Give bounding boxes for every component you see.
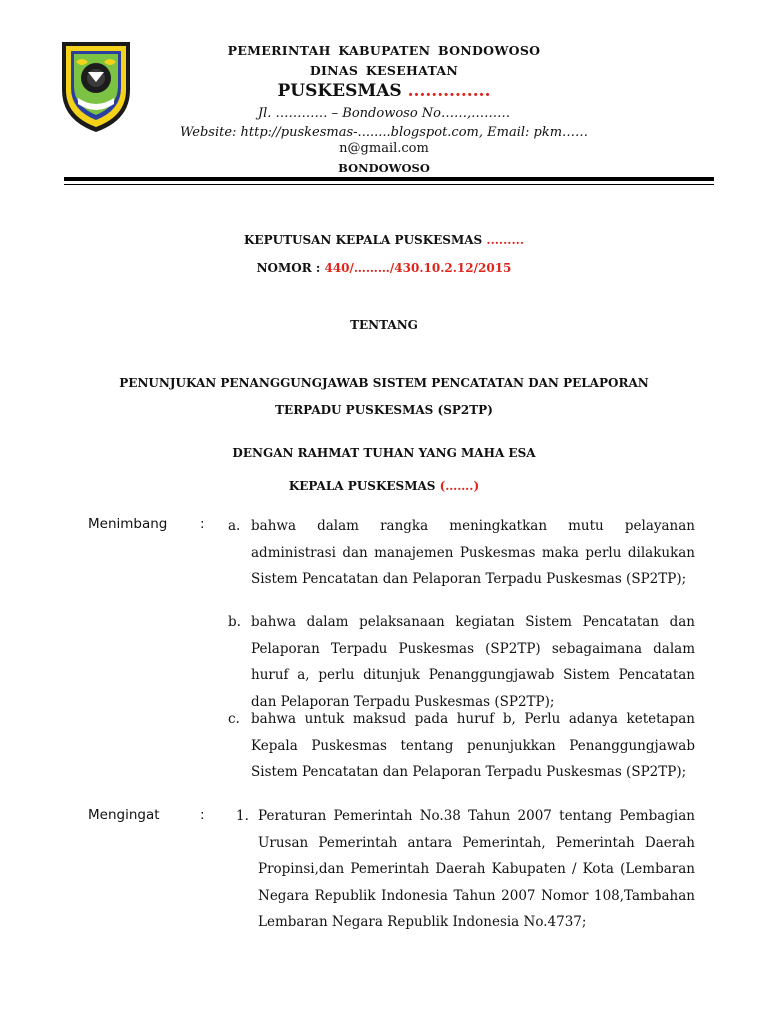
address-line: Jl. ………… – Bondowoso No……,……… <box>257 106 511 121</box>
menimbang-mark-a: a. <box>228 518 241 534</box>
menimbang-label: Menimbang <box>88 516 168 532</box>
government-name: PEMERINTAH KABUPATEN BONDOWOSO <box>227 43 541 58</box>
head-of-puskesmas: KEPALA PUSKESMAS (…….) <box>288 479 480 493</box>
mengingat-mark-1: 1. <box>236 808 249 824</box>
tentang-heading: TENTANG <box>350 318 418 332</box>
blessing-line: DENGAN RAHMAT TUHAN YANG MAHA ESA <box>232 446 536 460</box>
menimbang-colon: : <box>200 516 205 532</box>
menimbang-item-c: bahwa untuk maksud pada huruf b, Perlu adanya ketetapan Kepala Puskesmas tentang penunjukkan Penanggungjawab Sistem Pencatatan dan Pelaporan Terpadu Puskesmas (SP2TP); <box>251 711 695 780</box>
decree-title: KEPUTUSAN KEPALA PUSKESMAS ......... <box>244 233 524 247</box>
mengingat-colon: : <box>200 807 205 823</box>
email-continuation: n@gmail.com <box>339 141 429 156</box>
menimbang-mark-c: c. <box>228 711 240 727</box>
letterhead-rule-thin <box>64 184 714 185</box>
decree-number: NOMOR : 440/………/430.10.2.12/2015 <box>256 261 512 275</box>
institution-name: PUSKESMAS .............. <box>277 81 491 101</box>
mengingat-label: Mengingat <box>88 807 160 823</box>
menimbang-item-b: bahwa dalam pelaksanaan kegiatan Sistem Pencatatan dan Pelaporan Terpadu Puskesmas (SP2TP) sebagaimana dalam huruf a, perlu ditunjuk Penanggungjawab Sistem Pencatatan dan Pelaporan Terpadu Puskesmas (SP2TP); <box>251 614 695 710</box>
menimbang-item-a: bahwa dalam rangka meningkatkan mutu pelayanan administrasi dan manajemen Puskesmas maka perlu dilakukan Sistem Pencatatan dan Pelaporan Terpadu Puskesmas (SP2TP); <box>251 518 695 587</box>
agency-name: DINAS KESEHATAN <box>309 63 459 78</box>
letterhead-rule-thick <box>64 177 714 181</box>
mengingat-item-1: Peraturan Pemerintah No.38 Tahun 2007 tentang Pembagian Urusan Pemerintah antara Pemerintah, Pemerintah Daerah Propinsi,dan Pemerintah Daerah Kabupaten / Kota (Lembaran Negara Republik Indonesia Tahun 2007 Nomor 108,Tambahan Lembaran Negara Republik Indonesia No.4737; <box>258 808 695 930</box>
subject-line-1: PENUNJUKAN PENANGGUNGJAWAB SISTEM PENCATATAN DAN PELAPORAN <box>119 376 649 390</box>
city-name: BONDOWOSO <box>338 161 430 175</box>
menimbang-mark-b: b. <box>228 614 241 630</box>
subject-line-2: TERPADU PUSKESMAS (SP2TP) <box>275 403 493 417</box>
website-email-line: Website: http://puskesmas-........blogspot.com, Email: pkm…… <box>179 125 589 140</box>
